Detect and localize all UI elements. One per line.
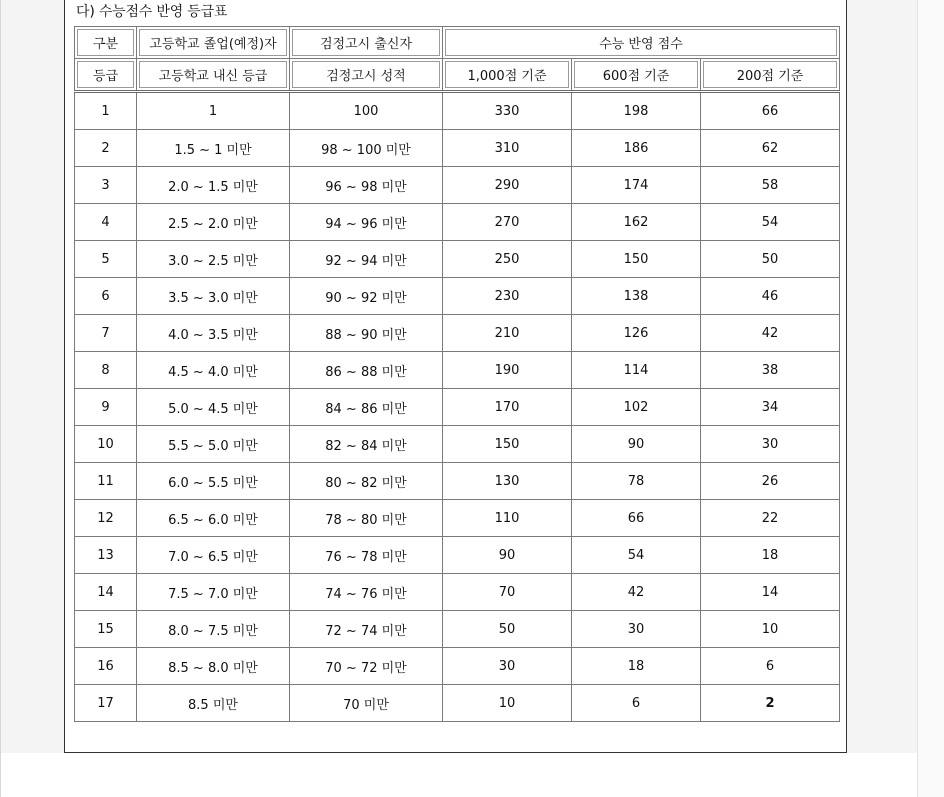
table-cell-s1000: 50 <box>443 611 572 648</box>
table-cell-s600: 186 <box>572 130 701 167</box>
table-cell-grade: 17 <box>75 685 137 722</box>
table-cell-naesin: 2.5 ~ 2.0 미만 <box>137 204 290 241</box>
table-cell-naesin: 5.5 ~ 5.0 미만 <box>137 426 290 463</box>
table-cell-naesin: 6.5 ~ 6.0 미만 <box>137 500 290 537</box>
table-cell-s600: 18 <box>572 648 701 685</box>
table-cell-s200: 10 <box>701 611 840 648</box>
table-cell-grade: 13 <box>75 537 137 574</box>
table-cell-naesin: 8.5 미만 <box>137 685 290 722</box>
table-cell-grade: 9 <box>75 389 137 426</box>
table-cell-s1000: 30 <box>443 648 572 685</box>
table-cell-geomjeong: 70 미만 <box>290 685 443 722</box>
header-cell: 1,000점 기준 <box>443 59 572 92</box>
table-cell-s600: 138 <box>572 278 701 315</box>
table-cell-s200: 34 <box>701 389 840 426</box>
table-cell-geomjeong: 88 ~ 90 미만 <box>290 315 443 352</box>
table-row <box>75 426 840 463</box>
table-cell-geomjeong: 92 ~ 94 미만 <box>290 241 443 278</box>
table-cell-s600: 78 <box>572 463 701 500</box>
table-cell-geomjeong: 82 ~ 84 미만 <box>290 426 443 463</box>
table-row <box>75 204 840 241</box>
table-cell-geomjeong: 80 ~ 82 미만 <box>290 463 443 500</box>
table-cell-grade: 16 <box>75 648 137 685</box>
table-cell-s600: 102 <box>572 389 701 426</box>
table-cell-s1000: 90 <box>443 537 572 574</box>
table-cell-grade: 8 <box>75 352 137 389</box>
table-cell-naesin: 4.0 ~ 3.5 미만 <box>137 315 290 352</box>
table-cell-s600: 6 <box>572 685 701 722</box>
table-cell-grade: 6 <box>75 278 137 315</box>
table-cell-geomjeong: 98 ~ 100 미만 <box>290 130 443 167</box>
table-cell-grade: 1 <box>75 92 137 130</box>
table-cell-geomjeong: 74 ~ 76 미만 <box>290 574 443 611</box>
table-cell-s1000: 10 <box>443 685 572 722</box>
table-cell-s600: 42 <box>572 574 701 611</box>
table-cell-s200: 46 <box>701 278 840 315</box>
table-cell-naesin: 2.0 ~ 1.5 미만 <box>137 167 290 204</box>
table-cell-s1000: 330 <box>443 92 572 130</box>
table-cell-s600: 66 <box>572 500 701 537</box>
table-cell-geomjeong: 100 <box>290 92 443 130</box>
header-cell-merged: 수능 반영 점수 <box>443 27 840 59</box>
table-cell-geomjeong: 84 ~ 86 미만 <box>290 389 443 426</box>
table-row <box>75 315 840 352</box>
viewer-left-edge <box>0 0 1 797</box>
header-cell: 고등학교 졸업(예정)자 <box>137 27 290 59</box>
table-cell-s1000: 230 <box>443 278 572 315</box>
header-cell: 등급 <box>75 59 137 92</box>
table-cell-s1000: 310 <box>443 130 572 167</box>
table-cell-s200: 18 <box>701 537 840 574</box>
table-row <box>75 574 840 611</box>
table-row <box>75 389 840 426</box>
table-cell-grade: 11 <box>75 463 137 500</box>
table-row <box>75 500 840 537</box>
table-cell-s1000: 190 <box>443 352 572 389</box>
page-gap <box>1 753 917 797</box>
document-page <box>64 0 847 753</box>
table-cell-s1000: 210 <box>443 315 572 352</box>
header-cell: 검정고시 성적 <box>290 59 443 92</box>
table-cell-s1000: 150 <box>443 426 572 463</box>
table-cell-s1000: 130 <box>443 463 572 500</box>
table-cell-s200: 14 <box>701 574 840 611</box>
header-cell: 고등학교 내신 등급 <box>137 59 290 92</box>
table-cell-naesin: 1.5 ~ 1 미만 <box>137 130 290 167</box>
header-cell: 200점 기준 <box>701 59 840 92</box>
table-cell-s600: 162 <box>572 204 701 241</box>
table-row <box>75 685 840 722</box>
table-cell-naesin: 5.0 ~ 4.5 미만 <box>137 389 290 426</box>
table-row <box>75 167 840 204</box>
table-cell-s200: 54 <box>701 204 840 241</box>
section-heading: 다) 수능점수 반영 등급표 <box>76 4 228 20</box>
table-cell-s200: 26 <box>701 463 840 500</box>
table-cell-naesin: 1 <box>137 92 290 130</box>
table-row <box>75 352 840 389</box>
table-cell-grade: 12 <box>75 500 137 537</box>
table-cell-geomjeong: 78 ~ 80 미만 <box>290 500 443 537</box>
table-row <box>75 648 840 685</box>
table-cell-geomjeong: 90 ~ 92 미만 <box>290 278 443 315</box>
table-cell-naesin: 8.0 ~ 7.5 미만 <box>137 611 290 648</box>
table-cell-s1000: 250 <box>443 241 572 278</box>
table-row <box>75 611 840 648</box>
table-cell-s600: 90 <box>572 426 701 463</box>
table-cell-grade: 15 <box>75 611 137 648</box>
table-cell-s200: 42 <box>701 315 840 352</box>
table-cell-s1000: 290 <box>443 167 572 204</box>
table-cell-s1000: 170 <box>443 389 572 426</box>
table-cell-s200: 58 <box>701 167 840 204</box>
table-cell-grade: 7 <box>75 315 137 352</box>
table-cell-s600: 54 <box>572 537 701 574</box>
table-cell-s200: 6 <box>701 648 840 685</box>
table-row <box>75 463 840 500</box>
table-cell-grade: 4 <box>75 204 137 241</box>
table-cell-s600: 150 <box>572 241 701 278</box>
table-cell-naesin: 6.0 ~ 5.5 미만 <box>137 463 290 500</box>
table-cell-s200: 66 <box>701 92 840 130</box>
header-row-2 <box>75 59 840 92</box>
table-cell-naesin: 3.5 ~ 3.0 미만 <box>137 278 290 315</box>
header-cell: 구분 <box>75 27 137 59</box>
table-cell-s200: 22 <box>701 500 840 537</box>
table-cell-s1000: 110 <box>443 500 572 537</box>
table-cell-s200: 50 <box>701 241 840 278</box>
table-cell-s1000: 270 <box>443 204 572 241</box>
header-cell: 검정고시 출신자 <box>290 27 443 59</box>
table-row <box>75 278 840 315</box>
table-row <box>75 241 840 278</box>
table-cell-naesin: 4.5 ~ 4.0 미만 <box>137 352 290 389</box>
table-cell-s200: 62 <box>701 130 840 167</box>
table-cell-naesin: 7.5 ~ 7.0 미만 <box>137 574 290 611</box>
table-cell-grade: 3 <box>75 167 137 204</box>
table-cell-naesin: 7.0 ~ 6.5 미만 <box>137 537 290 574</box>
table-cell-naesin: 8.5 ~ 8.0 미만 <box>137 648 290 685</box>
table-cell-s600: 198 <box>572 92 701 130</box>
table-cell-s600: 174 <box>572 167 701 204</box>
viewer-right-scroll-area[interactable] <box>917 0 944 797</box>
table-cell-geomjeong: 96 ~ 98 미만 <box>290 167 443 204</box>
table-row <box>75 92 840 130</box>
table-cell-s600: 126 <box>572 315 701 352</box>
table-cell-naesin: 3.0 ~ 2.5 미만 <box>137 241 290 278</box>
table-cell-geomjeong: 86 ~ 88 미만 <box>290 352 443 389</box>
table-cell-s1000: 70 <box>443 574 572 611</box>
table-cell-s600: 30 <box>572 611 701 648</box>
header-row-1 <box>75 27 840 59</box>
table-cell-s200: 38 <box>701 352 840 389</box>
table-cell-geomjeong: 72 ~ 74 미만 <box>290 611 443 648</box>
table-cell-grade: 10 <box>75 426 137 463</box>
table-cell-s200: 30 <box>701 426 840 463</box>
table-cell-grade: 2 <box>75 130 137 167</box>
table-cell-s600: 114 <box>572 352 701 389</box>
table-row <box>75 537 840 574</box>
table-cell-geomjeong: 76 ~ 78 미만 <box>290 537 443 574</box>
table-cell-s200: 2 <box>701 685 840 722</box>
table-cell-geomjeong: 94 ~ 96 미만 <box>290 204 443 241</box>
table-row <box>75 130 840 167</box>
header-cell: 600점 기준 <box>572 59 701 92</box>
table-cell-geomjeong: 70 ~ 72 미만 <box>290 648 443 685</box>
table-cell-grade: 14 <box>75 574 137 611</box>
table-cell-grade: 5 <box>75 241 137 278</box>
grade-table <box>74 26 840 722</box>
